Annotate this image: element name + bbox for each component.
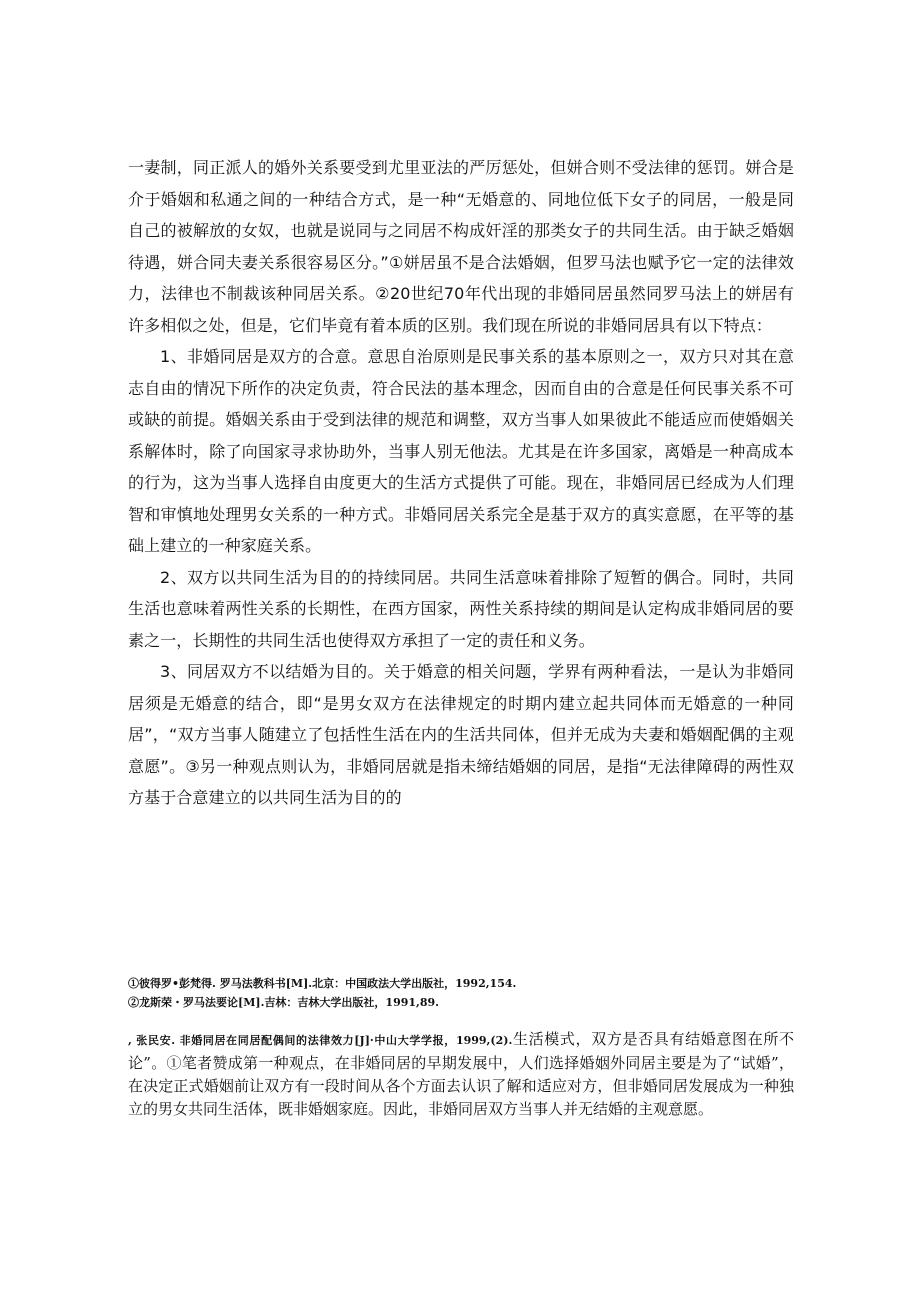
paragraph-point-2: 2、双方以共同生活为目的的持续同居。共同生活意味着排除了短暂的偶合。同时，共同生活也意味着两性关系的长期性，在西方国家，两性关系持续的期间是认定构成非婚同居的要素之一，长期性的共同生活也使得双方承担了一定的责任和义务。 (128, 567, 794, 650)
footnote-3: , 张民安. 非婚同居在同居配偶间的法律效力[J]·中山大学学报，1999,(2). (128, 1034, 513, 1047)
paragraph-continuation: 一妻制，同正派人的婚外关系要受到尤里亚法的严厉惩处，但姘合则不受法律的惩罚。姘合是介于婚姻和私通之间的一种结合方式，是一种“无婚意的、同地位低下女子的同居，一般是同自己的被解放的女奴，也就是说同与之同居不构成奸淫的那类女子的共同生活。由于缺乏婚姻待遇，姘合同夫妻关系很容易区分。”①姘居虽不是合法婚姻，但罗马法也赋予它一定的法律效力，法律也不制裁该种同居关系。②20世纪70年代出现的非婚同居虽然同罗马法上的姘居有许多相似之处，但是，它们毕竟有着本质的区别。我们现在所说的非婚同居具有以下特点： (128, 158, 794, 335)
footnotes (128, 974, 794, 1012)
paragraph-point-1: 1、非婚同居是双方的合意。意思自治原则是民事关系的基本原则之一，双方只对其在意志自由的情况下所作的决定负责，符合民法的基本理念，因而自由的合意是任何民事关系不可或缺的前提。婚姻关系由于受到法律的规范和调整，双方当事人如果彼此不能适应而使婚姻关系解体时，除了向国家寻求协助外，当事人别无他法。尤其是在许多国家，离婚是一种高成本的行为，这为当事人选择自由度更大的生活方式提供了可能。现在，非婚同居已经成为人们理智和审慎地处理男女关系的一种方式。非婚同居关系完全是基于双方的真实意愿，在平等的基础上建立的一种家庭关系。 (128, 347, 794, 555)
footnote-1: ①彼得罗•彭梵得. 罗马法教科书[M].北京：中国政法大学出版社，1992,154. (128, 977, 517, 990)
paragraph-point-3: 3、同居双方不以结婚为目的。关于婚意的相关问题，学界有两种看法，一是认为非婚同居须是无婚意的结合，即“是男女双方在法律规定的时期内建立起共同体而无婚意的一种同居”，“双方当事人随建立了包括性生活在内的生活共同体，但并无成为夫妻和婚姻配偶的主观意愿”。③另一种观点则认为，非婚同居就是指未缔结婚姻的同居，是指“无法律障碍的两性双方基于合意建立的以共同生活为目的的 (128, 662, 794, 807)
footnote-2: ②龙斯荣・罗马法要论[M].吉林：吉林大学出版社，1991,89. (128, 996, 439, 1009)
trailing-paragraph: 生活模式，双方是否具有结婚意图在所不论”。①笔者赞成第一种观点，在非婚同居的早期发展中，人们选择婚姻外同居主要是为了“试婚”，在决定正式婚姻前让双方有一段时间从各个方面去认识了解和适应对方，但非婚同居发展成为一种独立的男女共同生活体，既非婚姻家庭。因此，非婚同居双方当事人并无结婚的主观意愿。 (128, 1030, 794, 1118)
trailing-text-block (128, 1028, 794, 1121)
main-body-text (128, 152, 794, 814)
